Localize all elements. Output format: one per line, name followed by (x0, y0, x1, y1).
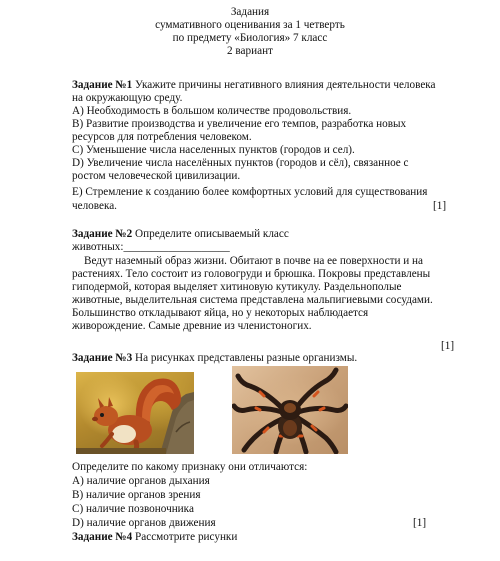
task2-text-line-2: растениях. Тело состоит из головогруди и брюшка. Покровы представлены (72, 268, 431, 280)
task1-option-b-cont: ресурсов для потребления человеком. (72, 131, 252, 143)
task3-option-d: D) наличие органов движения (72, 517, 216, 529)
task1-option-d: D) Увеличение числа населённых пунктов (городов и сёл), связанное с (72, 157, 409, 169)
task2-text-line-5: Большинство откладывают яйца, но у некоторых наблюдается (72, 307, 369, 319)
task2-label: Задание №2 (72, 228, 133, 240)
task2-text-line-1: Ведут наземный образ жизни. Обитают в почве на ее поверхности и на (84, 255, 424, 267)
task1-option-e: Е) Стремление к созданию более комфортных условий для существования (72, 186, 428, 198)
task1-option-d-cont: ростом человеческой цивилизации. (72, 170, 241, 182)
task1-question-cont: на окружающую среду. (72, 92, 183, 104)
tarantula-photo (232, 366, 348, 454)
header-subtitle: суммативного оценивания за 1 четверть (155, 19, 345, 31)
header-variant: 2 вариант (227, 45, 273, 57)
task3-label: Задание №3 (72, 352, 133, 364)
task1-option-c: С) Уменьшение числа населенных пунктов (городов и сел). (72, 144, 355, 156)
task3-question: Задание №3 На рисунках представлены разные организмы. (72, 352, 358, 364)
task4-label: Задание №4 (72, 531, 133, 543)
task1-label: Задание №1 (72, 79, 133, 91)
task2-text-line-3: гиподермой, которая выделяет хитиновую кутикулу. Раздельнополые (72, 281, 402, 293)
task3-points: [1] (413, 517, 427, 529)
squirrel-photo (76, 372, 194, 454)
task1-option-e-cont: человека. (72, 200, 117, 212)
task2-answer-blank: животных:___________________ (72, 241, 230, 253)
task2-text-line-6: живорождение. Самые древние из членистоногих. (72, 320, 312, 332)
task2-text-line-4: животные, выделительная система представлена мальпигиевыми сосудами. (72, 294, 433, 306)
task3-option-a: А) наличие органов дыхания (72, 475, 210, 487)
header-title: Задания (230, 6, 270, 18)
header-subject: по предмету «Биология» 7 класс (172, 32, 328, 44)
task4-question: Задание №4 Рассмотрите рисунки (72, 531, 238, 543)
task1-question: Задание №1 Укажите причины негативного влияния деятельности человека (72, 79, 436, 91)
task1-points: [1] (433, 200, 447, 212)
task1-option-a: А) Необходимость в большом количестве продовольствия. (72, 105, 352, 117)
task3-prompt: Определите по какому признаку они отличаются: (72, 461, 308, 473)
task3-option-b: В) наличие органов зрения (72, 489, 201, 501)
task2-points: [1] (441, 340, 455, 352)
task1-option-b: В) Развитие производства и увеличение его темпов, разработка новых (72, 118, 407, 130)
task2-question: Задание №2 Определите описываемый класс (72, 228, 289, 240)
task3-option-c: С) наличие позвоночника (72, 503, 194, 515)
